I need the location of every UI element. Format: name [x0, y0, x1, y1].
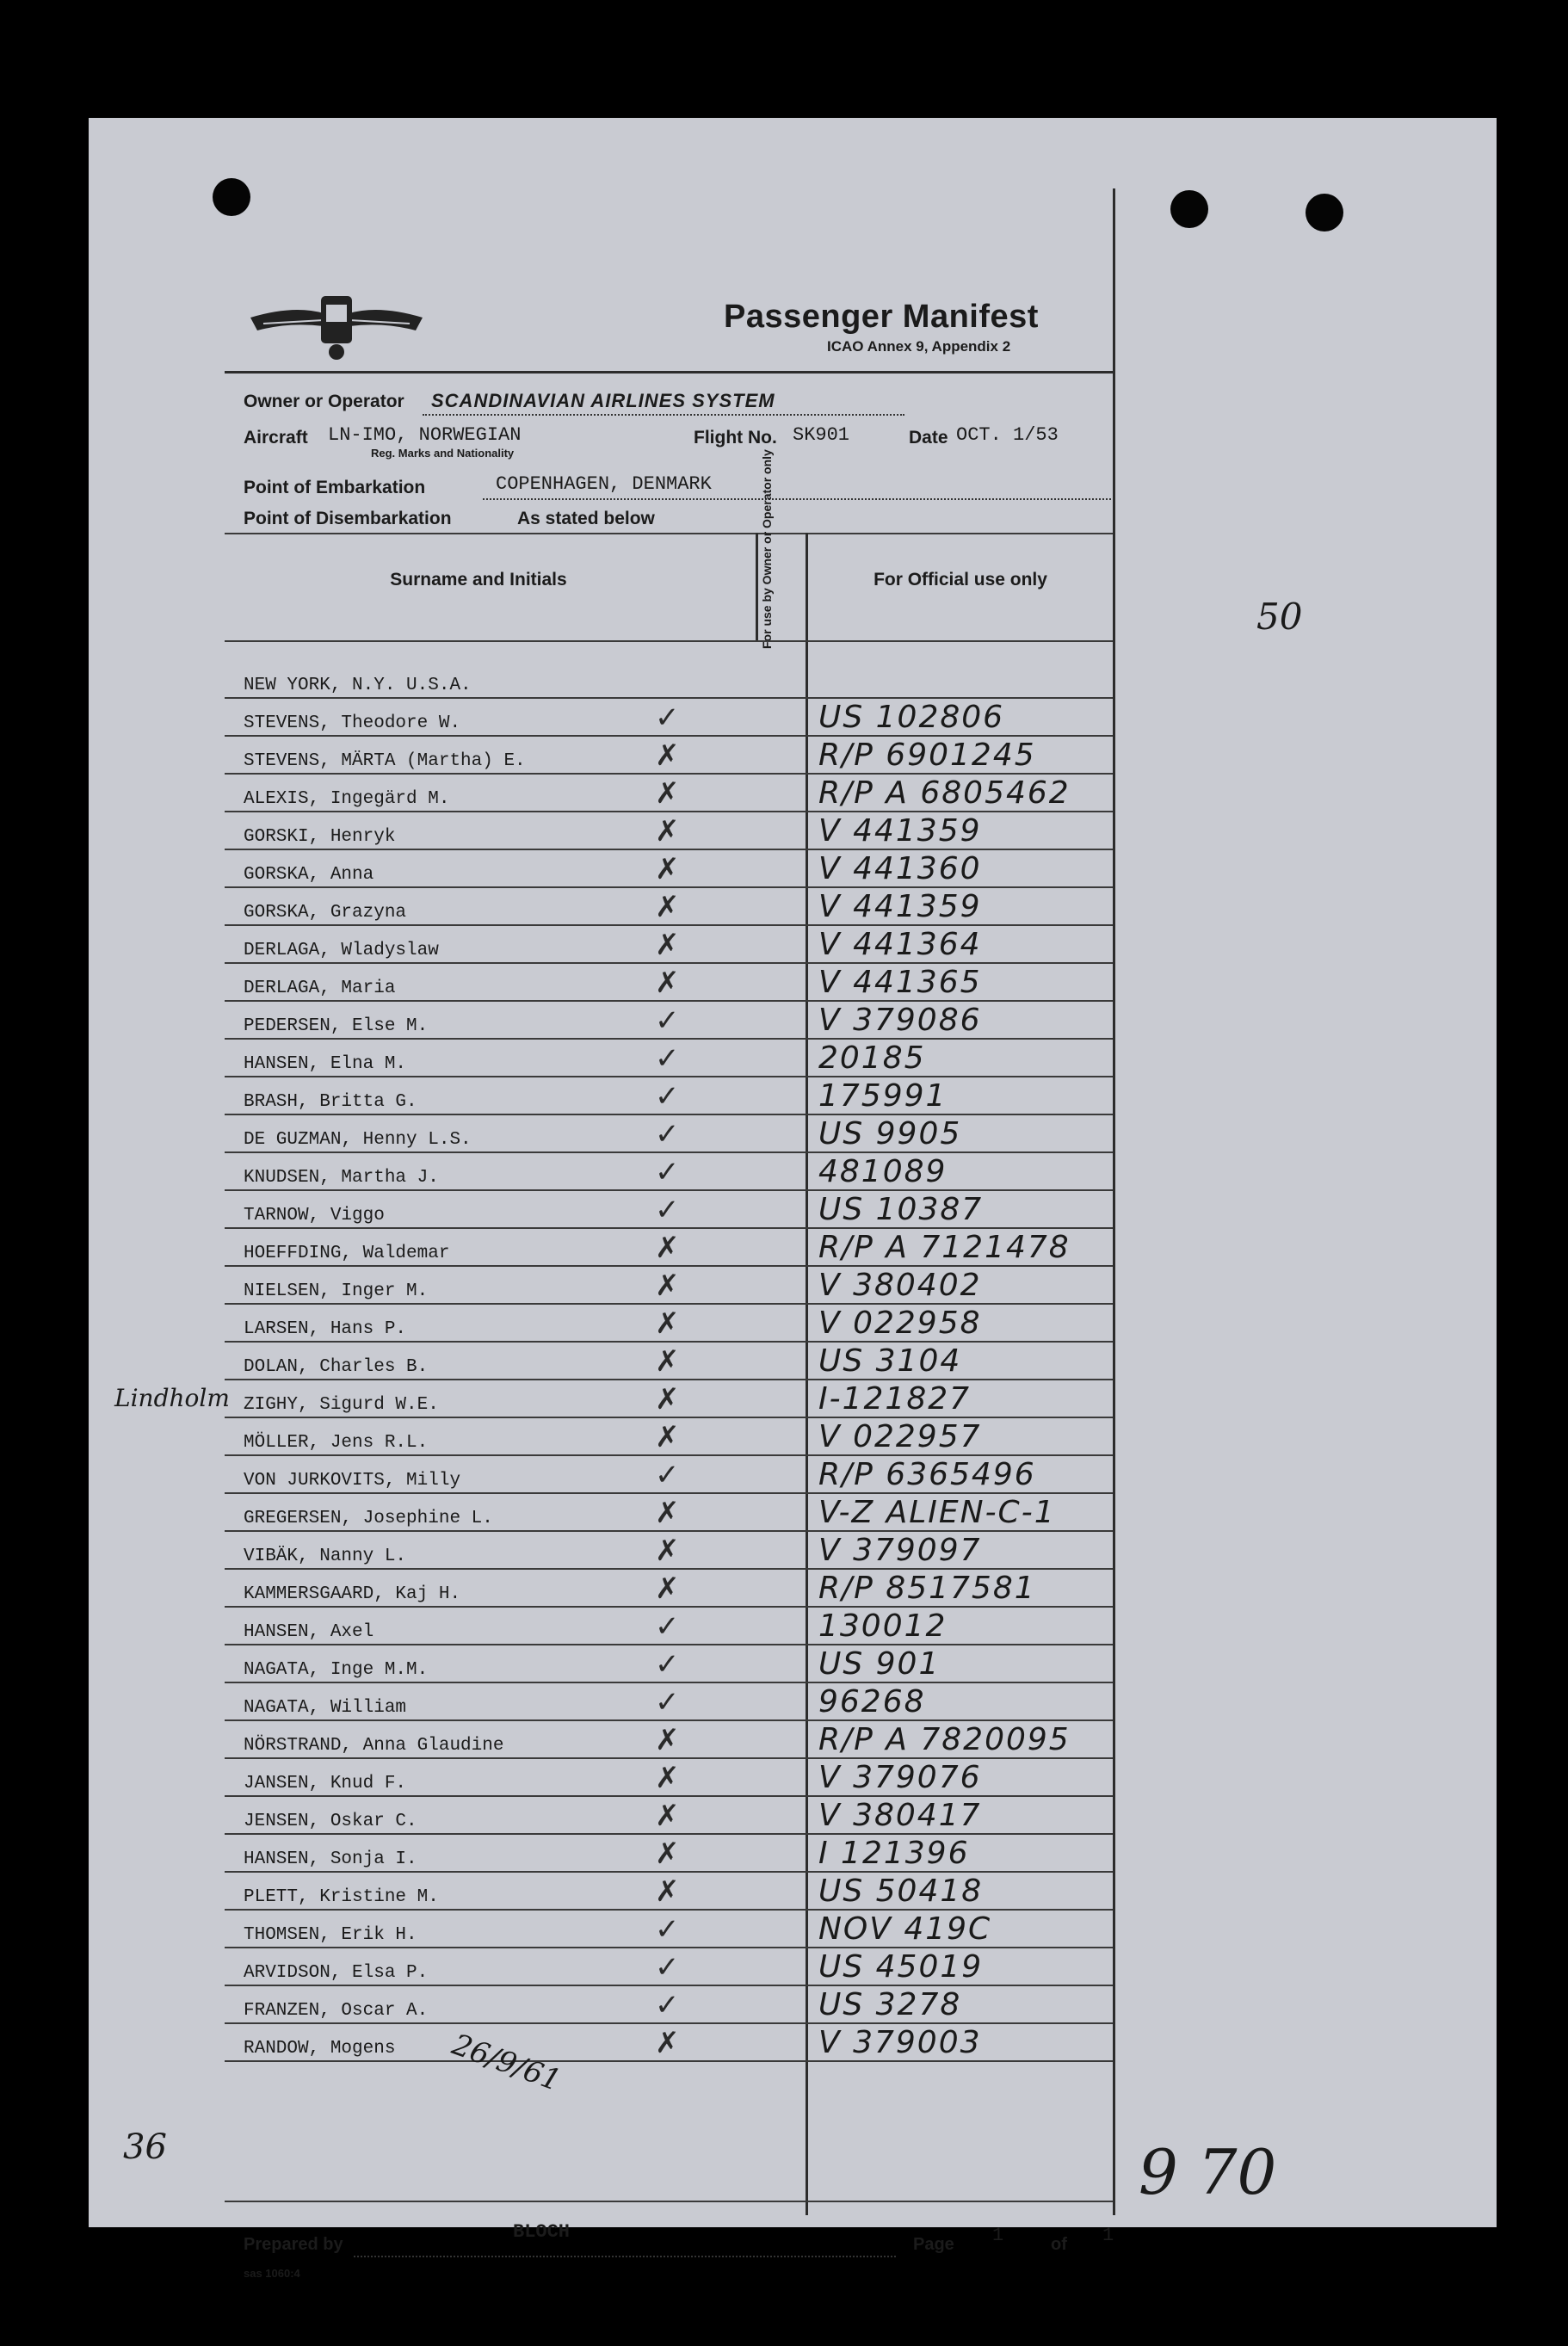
date-value: OCT. 1/53 — [956, 424, 1059, 446]
official-note: R/P A 7820095 — [818, 1722, 1071, 1757]
table-row — [225, 697, 1113, 737]
form-title: Passenger Manifest — [724, 299, 1039, 335]
official-note: US 102806 — [818, 700, 1005, 735]
check-mark-icon: ✗ — [655, 1232, 680, 1264]
check-mark-icon: ✗ — [655, 1800, 680, 1832]
flight-label: Flight No. — [694, 428, 777, 448]
table-row — [225, 1303, 1113, 1343]
table-row — [225, 1530, 1113, 1570]
check-mark-icon: ✗ — [655, 966, 680, 999]
passenger-name: ARVIDSON, Elsa P. — [244, 1963, 429, 1983]
check-mark-icon: ✗ — [655, 1421, 680, 1454]
of-value: 1 — [1102, 2225, 1114, 2246]
passenger-name: GORSKI, Henryk — [244, 827, 396, 847]
table-row — [225, 1568, 1113, 1608]
check-mark-icon: ✓ — [655, 1459, 680, 1491]
table-row — [225, 849, 1113, 888]
check-mark-icon: ✗ — [655, 1762, 680, 1794]
passenger-name: KNUDSEN, Martha J. — [244, 1168, 439, 1188]
table-row — [225, 1757, 1113, 1797]
check-mark-icon: ✗ — [655, 1269, 680, 1302]
col-owner-use-header: For use by Owner or Operator only — [760, 449, 774, 649]
table-row — [225, 1454, 1113, 1494]
table-row — [225, 1909, 1113, 1948]
passenger-name: VIBÄK, Nanny L. — [244, 1547, 407, 1566]
check-mark-icon: ✗ — [655, 2027, 680, 2059]
table-row — [225, 1000, 1113, 1040]
passenger-name: ZIGHY, Sigurd W.E. — [244, 1395, 439, 1415]
official-note: V 379086 — [818, 1003, 982, 1038]
official-note: V 379003 — [818, 2025, 982, 2060]
col-surname-header: Surname and Initials — [390, 570, 567, 590]
official-note: I 121396 — [818, 1836, 970, 1871]
page-label: Page — [913, 2235, 954, 2254]
passenger-name: BRASH, Britta G. — [244, 1092, 417, 1112]
official-note: I-121827 — [818, 1381, 972, 1417]
official-note: 20185 — [818, 1040, 926, 1076]
table-row — [225, 1114, 1113, 1153]
official-note: V 380417 — [818, 1798, 982, 1833]
check-mark-icon: ✗ — [655, 1345, 680, 1378]
official-note: 96268 — [818, 1684, 926, 1719]
sheet-number-annotation: 36 — [123, 2127, 167, 2167]
footer-rule — [225, 2201, 1113, 2202]
table-row — [225, 1606, 1113, 1645]
passenger-name: GORSKA, Anna — [244, 865, 374, 885]
form-code: sas 1060:4 — [244, 2267, 300, 2280]
check-mark-icon: ✓ — [655, 1686, 680, 1719]
passenger-name: JANSEN, Knud F. — [244, 1774, 407, 1793]
passenger-name: DE GUZMAN, Henny L.S. — [244, 1130, 472, 1150]
check-mark-icon: ✓ — [655, 1648, 680, 1681]
passenger-name: DERLAGA, Wladyslaw — [244, 941, 439, 960]
date-annotation: 26/9/61 — [448, 2027, 565, 2099]
reg-note: Reg. Marks and Nationality — [371, 447, 515, 460]
official-note: 175991 — [818, 1078, 948, 1114]
official-note: V 022958 — [818, 1306, 982, 1341]
table-row — [225, 1947, 1113, 1986]
embark-dotline — [483, 498, 1111, 500]
check-mark-icon: ✓ — [655, 1610, 680, 1643]
prepared-dotline — [354, 2256, 896, 2257]
flight-value: SK901 — [793, 424, 850, 446]
column-header-rule — [225, 640, 1113, 642]
owner-label: Owner or Operator — [244, 392, 404, 411]
table-row — [225, 811, 1113, 850]
table-row — [225, 1682, 1113, 1721]
official-note: V 441365 — [818, 965, 982, 1000]
passenger-name: RANDOW, Mogens — [244, 2039, 396, 2059]
passenger-name: ALEXIS, Ingegärd M. — [244, 789, 450, 809]
official-note: US 3278 — [818, 1987, 962, 2022]
check-mark-icon: ✓ — [655, 1004, 680, 1037]
official-note: V 441364 — [818, 927, 982, 962]
check-mark-icon: ✓ — [655, 1913, 680, 1946]
table-row — [225, 773, 1113, 812]
check-mark-icon: ✗ — [655, 739, 680, 772]
passenger-name: PLETT, Kristine M. — [244, 1887, 439, 1907]
official-note: US 901 — [818, 1646, 941, 1682]
owner-value: SCANDINAVIAN AIRLINES SYSTEM — [431, 390, 775, 411]
table-row — [225, 1379, 1113, 1418]
destination-name: NEW YORK, N.Y. U.S.A. — [244, 676, 472, 695]
manifest-form — [225, 188, 1115, 2280]
passenger-name: PEDERSEN, Else M. — [244, 1016, 429, 1036]
table-row — [225, 1417, 1113, 1456]
table-row — [225, 735, 1113, 775]
passenger-name: STEVENS, MÄRTA (Martha) E. — [244, 751, 526, 771]
check-mark-icon: ✗ — [655, 1534, 680, 1567]
check-mark-icon: ✗ — [655, 1383, 680, 1416]
header-bottom-rule — [225, 533, 1113, 534]
table-row — [225, 1076, 1113, 1115]
check-mark-icon: ✓ — [655, 1951, 680, 1984]
official-note: US 50418 — [818, 1874, 984, 1909]
check-mark-icon: ✓ — [655, 1194, 680, 1226]
official-note: R/P A 6805462 — [818, 775, 1071, 811]
official-note: NOV 419C — [818, 1911, 992, 1947]
table-row — [225, 886, 1113, 926]
table-row — [225, 962, 1113, 1002]
check-mark-icon: ✓ — [655, 1080, 680, 1113]
passenger-name: NÖRSTRAND, Anna Glaudine — [244, 1736, 504, 1756]
table-row — [225, 1833, 1113, 1873]
passenger-name: HOEFFDING, Waldemar — [244, 1244, 450, 1263]
check-mark-icon: ✗ — [655, 815, 680, 848]
check-mark-icon: ✓ — [655, 1042, 680, 1075]
official-note: R/P 8517581 — [818, 1571, 1036, 1606]
table-row — [225, 1719, 1113, 1759]
passenger-name: JENSEN, Oskar C. — [244, 1812, 417, 1831]
punch-hole — [1170, 190, 1208, 228]
official-note: US 10387 — [818, 1192, 984, 1227]
check-mark-icon: ✗ — [655, 1837, 680, 1870]
official-note: R/P 6901245 — [818, 738, 1036, 773]
table-row — [225, 1038, 1113, 1077]
passenger-name: DOLAN, Charles B. — [244, 1357, 429, 1377]
passenger-name: HANSEN, Elna M. — [244, 1054, 407, 1074]
passenger-name: NAGATA, William — [244, 1698, 407, 1718]
count-annotation: 50 — [1256, 596, 1303, 638]
check-mark-icon: ✗ — [655, 853, 680, 886]
official-note: US 9905 — [818, 1116, 962, 1151]
passenger-name: NIELSEN, Inger M. — [244, 1281, 429, 1301]
passenger-name: GREGERSEN, Josephine L. — [244, 1509, 493, 1528]
table-row — [225, 1151, 1113, 1191]
table-row — [225, 924, 1113, 964]
col-separator-a — [756, 533, 758, 640]
check-mark-icon: ✗ — [655, 929, 680, 961]
table-row — [225, 1871, 1113, 1911]
check-mark-icon: ✗ — [655, 1497, 680, 1529]
check-mark-icon: ✗ — [655, 1572, 680, 1605]
check-mark-icon: ✓ — [655, 1118, 680, 1151]
official-note: V 441360 — [818, 851, 982, 886]
passenger-name: THOMSEN, Erik H. — [244, 1925, 417, 1945]
official-note: US 3104 — [818, 1343, 962, 1379]
form-subtitle: ICAO Annex 9, Appendix 2 — [827, 338, 1011, 355]
destination-row — [225, 659, 1113, 699]
page-value: 1 — [992, 2225, 1004, 2246]
passenger-name: GORSKA, Grazyna — [244, 903, 407, 923]
table-row — [225, 1341, 1113, 1380]
embarkation-value: COPENHAGEN, DENMARK — [496, 473, 712, 495]
bottom-right-annotation: 9 70 — [1139, 2136, 1277, 2208]
check-mark-icon: ✗ — [655, 1307, 680, 1340]
prepared-value: BLOCH — [513, 2221, 571, 2243]
owner-dotline — [423, 414, 904, 416]
margin-name-annotation: Lindholm — [114, 1384, 230, 1412]
table-row — [225, 1265, 1113, 1305]
official-note: V 441359 — [818, 813, 982, 849]
passenger-name: STEVENS, Theodore W. — [244, 713, 461, 733]
passenger-name: KAMMERSGAARD, Kaj H. — [244, 1584, 461, 1604]
disembarkation-value: As stated below — [517, 509, 655, 528]
check-mark-icon: ✗ — [655, 891, 680, 923]
passenger-name: LARSEN, Hans P. — [244, 1319, 407, 1339]
date-label: Date — [909, 428, 948, 448]
check-mark-icon: ✓ — [655, 701, 680, 734]
table-row — [225, 2022, 1113, 2062]
check-mark-icon: ✓ — [655, 1989, 680, 2022]
punch-hole — [1306, 194, 1343, 232]
table-row — [225, 1492, 1113, 1532]
of-label: of — [1051, 2235, 1067, 2254]
official-note: US 45019 — [818, 1949, 984, 1985]
table-row — [225, 1644, 1113, 1683]
official-note: 130012 — [818, 1608, 948, 1644]
aircraft-value: LN-IMO, NORWEGIAN — [328, 424, 522, 446]
aircraft-label: Aircraft — [244, 428, 308, 448]
check-mark-icon: ✗ — [655, 777, 680, 810]
passenger-name: TARNOW, Viggo — [244, 1206, 385, 1225]
passenger-name: HANSEN, Sonja I. — [244, 1849, 417, 1869]
official-note: V 379097 — [818, 1533, 982, 1568]
passenger-name: DERLAGA, Maria — [244, 979, 396, 998]
official-note: V-Z ALIEN-C-1 — [818, 1495, 1056, 1530]
official-note: V 022957 — [818, 1419, 982, 1454]
check-mark-icon: ✓ — [655, 1156, 680, 1188]
passenger-name: NAGATA, Inge M.M. — [244, 1660, 429, 1680]
official-note: V 379076 — [818, 1760, 982, 1795]
table-row — [225, 1189, 1113, 1229]
sas-winged-logo-icon — [242, 279, 431, 365]
official-note: V 380402 — [818, 1268, 982, 1303]
col-official-header: For Official use only — [874, 570, 1047, 590]
table-row — [225, 1227, 1113, 1267]
disembarkation-label: Point of Disembarkation — [244, 509, 452, 528]
embarkation-label: Point of Embarkation — [244, 478, 426, 497]
passenger-name: FRANZEN, Oscar A. — [244, 2001, 429, 2021]
table-row — [225, 1985, 1113, 2024]
check-mark-icon: ✗ — [655, 1724, 680, 1756]
official-note: R/P A 7121478 — [818, 1230, 1071, 1265]
official-note: 481089 — [818, 1154, 948, 1189]
table-row — [225, 1795, 1113, 1835]
header-divider — [225, 371, 1113, 374]
official-note: V 441359 — [818, 889, 982, 924]
passenger-name: MÖLLER, Jens R.L. — [244, 1433, 429, 1453]
check-mark-icon: ✗ — [655, 1875, 680, 1908]
manifest-sheet — [89, 118, 1497, 2280]
official-note: R/P 6365496 — [818, 1457, 1036, 1492]
passenger-name: VON JURKOVITS, Milly — [244, 1471, 461, 1491]
passenger-name: HANSEN, Axel — [244, 1622, 374, 1642]
prepared-label: Prepared by — [244, 2235, 343, 2254]
